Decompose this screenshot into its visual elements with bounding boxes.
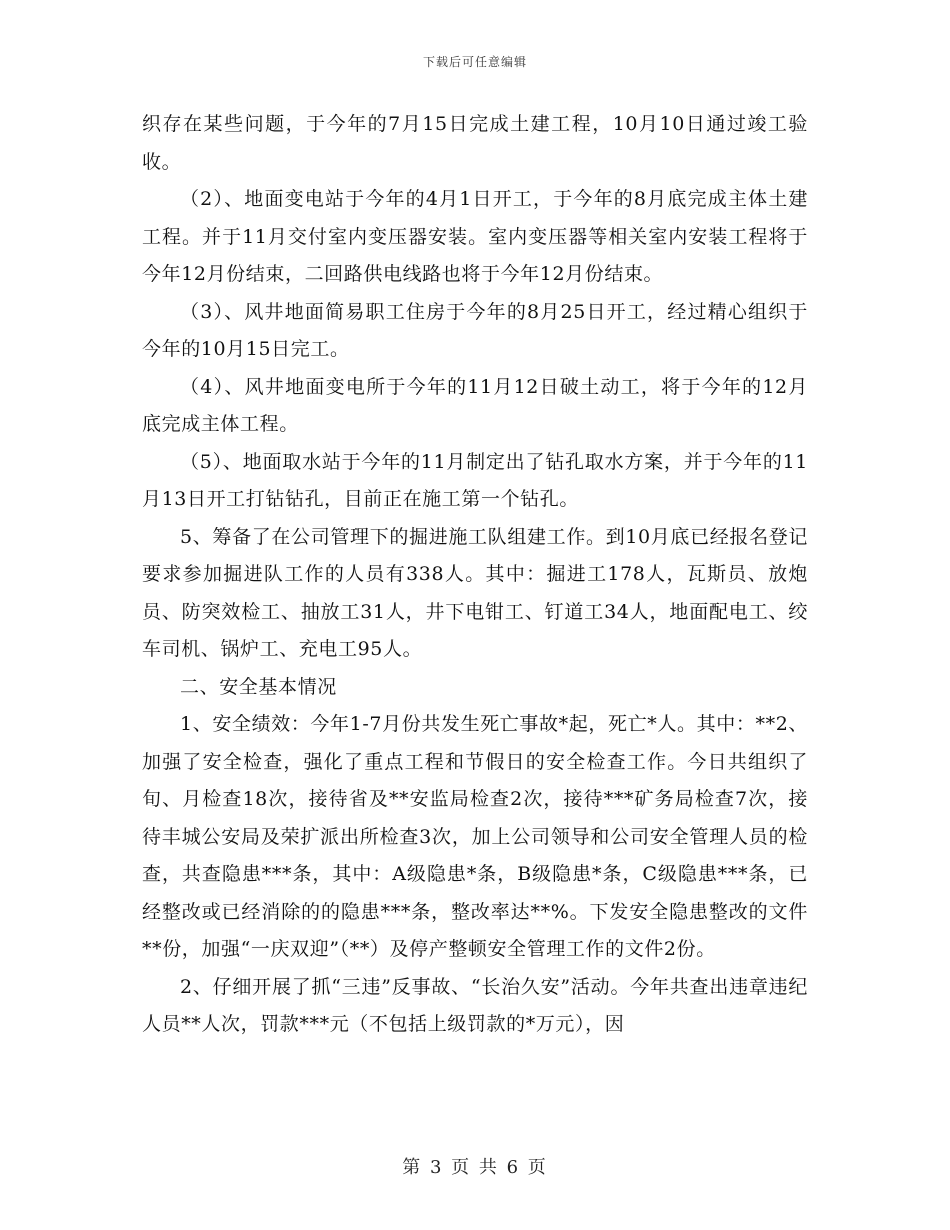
paragraph-safety-performance: 1、安全绩效：今年1-7月份共发生死亡事故*起，死亡*人。其中：**2、加强了安全检查，强化了重点工程和节假日的安全检查工作。今日共组织了旬、月检查18次，接待省及**安监局检查2次，接待***矿务局检查7次，接待丰城公安局及荣扩派出所检查3次，加上公司领导和公司安全管理人员的检查，共查隐患***条，其中：A级隐患*条，B级隐患*条，C级隐患***条，已经整改或已经消除的的隐患***条，整改率达**%。下发安全隐患整改的文件**份，加强“一庆双迎”（**）及停产整顿安全管理工作的文件2份。 bbox=[142, 713, 808, 960]
document-body bbox=[142, 106, 808, 1044]
paragraph-team-preparation: 5、筹备了在公司管理下的掘进施工队组建工作。到10月底已经报名登记要求参加掘进队工作的人员有338人。其中：掘进工178人，瓦斯员、放炮员、防突效检工、抽放工31人，井下电钳工、钉道工34人，地面配电工、绞车司机、锅炉工、充电工95人。 bbox=[142, 525, 808, 660]
paragraph-item-4: （4）、风井地面变电所于今年的11月12日破土动工，将于今年的12月底完成主体工程。 bbox=[142, 375, 808, 435]
page-header-note: 下载后可任意编辑 bbox=[422, 55, 527, 69]
page-number: 第 3 页 共 6 页 bbox=[402, 1157, 548, 1178]
paragraph-three-violations: 2、仔细开展了抓“三违”反事故、“长治久安”活动。今年共查出违章违纪人员**人次，罚款***元（不包括上级罚款的*万元），因 bbox=[142, 975, 808, 1035]
paragraph-continuation: 织存在某些问题，于今年的7月15日完成土建工程，10月10日通过竣工验收。 bbox=[142, 113, 808, 173]
paragraph-item-2: （2）、地面变电站于今年的4月1日开工，于今年的8月底完成主体土建工程。并于11月交付室内变压器安装。室内变压器等相关室内安装工程将于今年12月份结束，二回路供电线路也将于今年12月份结束。 bbox=[142, 188, 808, 285]
paragraph-item-5: （5）、地面取水站于今年的11月制定出了钻孔取水方案，并于今年的11月13日开工打钻钻孔，目前正在施工第一个钻孔。 bbox=[142, 450, 808, 510]
paragraph-item-3: （3）、风井地面简易职工住房于今年的8月25日开工，经过精心组织于今年的10月15日完工。 bbox=[142, 300, 808, 360]
section-heading-safety: 二、安全基本情况 bbox=[180, 675, 337, 698]
